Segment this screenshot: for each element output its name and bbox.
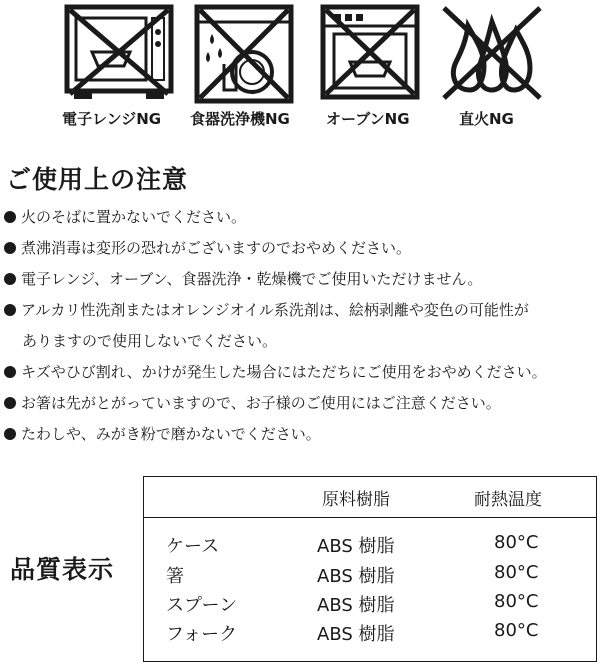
bullet-icon	[4, 397, 16, 409]
column-header-heat: 耐熱温度	[474, 490, 542, 510]
material-cell: ABS 樹脂	[317, 566, 395, 587]
caution-item: 火のそばに置かないでください。	[4, 202, 547, 233]
caution-item-continuation: ありますので使用しないでください。	[22, 332, 278, 350]
oven-icon	[320, 4, 420, 100]
bullet-icon	[4, 273, 16, 285]
table-row	[144, 620, 596, 650]
heat-cell: 80°C	[494, 532, 539, 553]
heat-cell: 80°C	[494, 562, 539, 583]
bullet-icon	[4, 211, 16, 223]
bullet-icon	[4, 304, 16, 316]
dishwasher-icon	[194, 4, 294, 104]
caution-item: アルカリ性洗剤またはオレンジオイル系洗剤は、絵柄剥離や変色の可能性が	[4, 295, 547, 326]
dishwasher-ng-label: 食器洗浄機NG	[190, 110, 290, 128]
heat-cell: 80°C	[494, 620, 539, 641]
table-header	[144, 477, 596, 518]
item-name: ケース	[166, 536, 220, 557]
microwave-icon	[64, 4, 174, 100]
bullet-icon	[4, 242, 16, 254]
microwave-ng-label: 電子レンジNG	[62, 110, 162, 128]
cautions-list	[4, 202, 547, 450]
item-name: フォーク	[166, 624, 238, 645]
item-name: 箸	[166, 566, 184, 587]
quality-table	[143, 476, 597, 662]
table-row	[144, 562, 596, 592]
table-row	[144, 532, 596, 562]
cautions-heading: ご使用上の注意	[6, 165, 189, 194]
caution-item: たわしや、みがき粉で磨かないでください。	[4, 419, 547, 450]
quality-label: 品質表示	[10, 555, 115, 584]
caution-item: キズやひび割れ、かけが発生した場合にはただちにご使用をおやめください。	[4, 357, 547, 388]
open-flame-ng-label: 直火NG	[459, 110, 514, 128]
column-header-material: 原料樹脂	[322, 490, 390, 510]
caution-item: 電子レンジ、オーブン、食器洗浄・乾燥機でご使用いただけません。	[4, 264, 547, 295]
material-cell: ABS 樹脂	[317, 624, 395, 645]
bullet-icon	[4, 366, 16, 378]
item-name: スプーン	[166, 595, 238, 616]
caution-item: お箸は先がとがっていますので、お子様のご使用にはご注意ください。	[4, 388, 547, 419]
table-row	[144, 591, 596, 621]
oven-ng-label: オーブンNG	[326, 110, 410, 128]
bullet-icon	[4, 428, 16, 440]
caution-item: 煮沸消毒は変形の恐れがございますのでおやめください。	[4, 233, 547, 264]
material-cell: ABS 樹脂	[317, 536, 395, 557]
heat-cell: 80°C	[494, 591, 539, 612]
open-flame-icon	[440, 4, 545, 102]
material-cell: ABS 樹脂	[317, 595, 395, 616]
